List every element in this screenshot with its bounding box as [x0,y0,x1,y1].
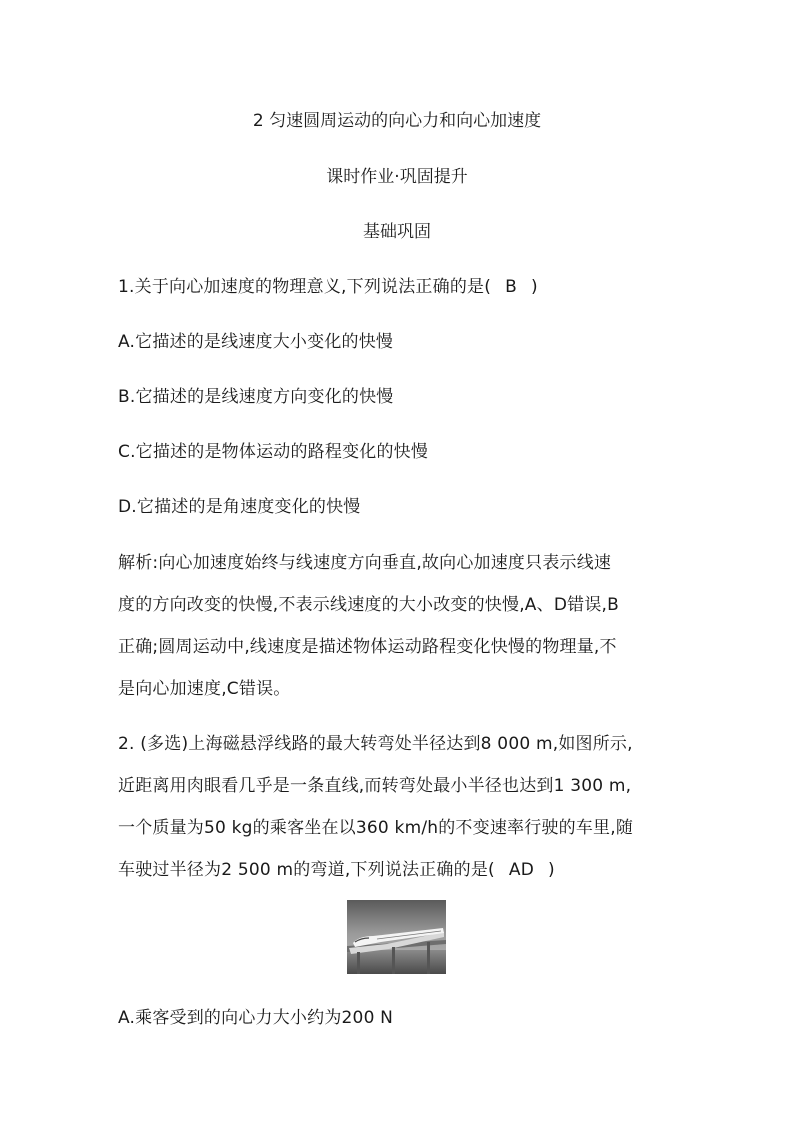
question-2-option-a: A.乘客受到的向心力大小约为200 N [118,1008,394,1028]
question-1-option-d: D.它描述的是角速度变化的快慢 [118,497,361,517]
analysis-line: 是向心加速度,C错误。 [118,679,291,699]
analysis-line: 解析:向心加速度始终与线速度方向垂直,故向心加速度只表示线速 [118,553,612,573]
analysis-line: 度的方向改变的快慢,不表示线速度的大小改变的快慢,A、D错误,B [118,595,619,615]
section-heading: 基础巩固 [363,222,431,242]
question-1-stem-text: 1.关于向心加速度的物理意义,下列说法正确的是( [118,277,492,297]
question-1-stem-close: ) [530,277,538,297]
page-subtitle: 课时作业·巩固提升 [326,167,468,187]
question-1-option-b: B.它描述的是线速度方向变化的快慢 [118,387,394,407]
question-2-stem-text: 车驶过半径为2 500 m的弯道,下列说法正确的是( [118,860,495,880]
maglev-train-photo-icon [347,900,446,974]
question-2-stem-line: 一个质量为50 kg的乘客坐在以360 km/h的不变速率行驶的车里,随 [118,818,634,838]
question-2-stem-line: 2. (多选)上海磁悬浮线路的最大转弯处半径达到8 000 m,如图所示, [118,734,633,754]
question-2-stem-line: 近距离用肉眼看几乎是一条直线,而转弯处最小半径也达到1 300 m, [118,776,632,796]
page-title: 2 匀速圆周运动的向心力和向心加速度 [252,111,542,131]
question-1-option-c: C.它描述的是物体运动的路程变化的快慢 [118,442,429,462]
question-1-answer: B [505,277,517,297]
question-2-answer: AD [508,860,534,880]
question-2-stem-close: ) [548,860,555,880]
question-1-stem [118,272,538,297]
question-1-option-a: A.它描述的是线速度大小变化的快慢 [118,332,394,352]
question-2-stem-last [118,855,555,880]
analysis-line: 正确;圆周运动中,线速度是描述物体运动路程变化快慢的物理量,不 [118,637,617,657]
